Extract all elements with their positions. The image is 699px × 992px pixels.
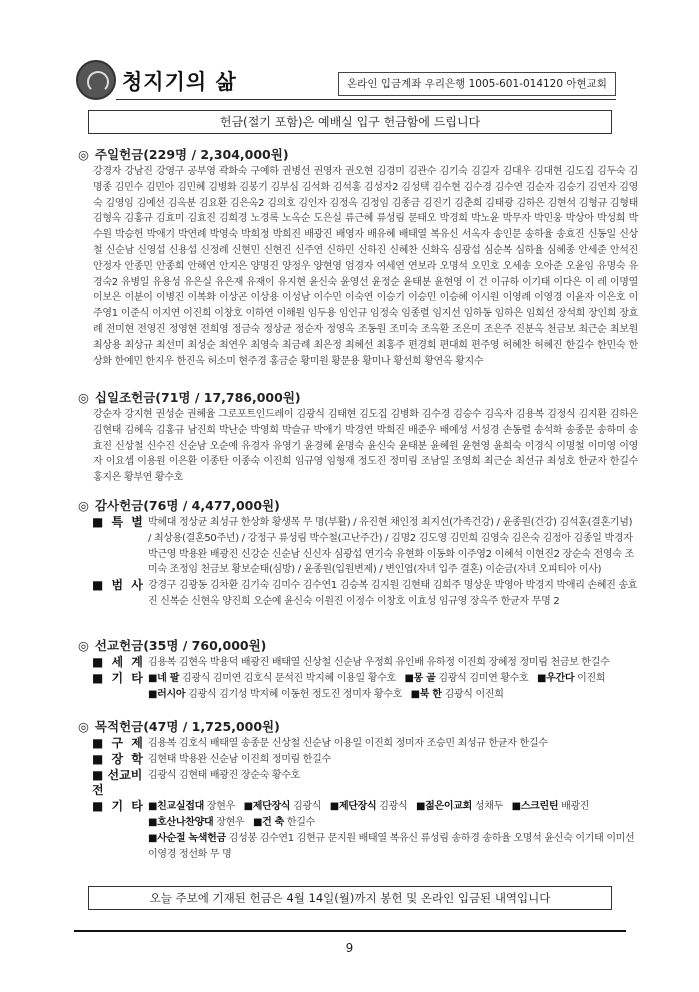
general-thanks-row: [78, 578, 638, 610]
row-label: ■ 세 계: [92, 655, 145, 669]
section-purpose-offering: [78, 718, 638, 862]
donor-names: 김현태 박용완 신순남 이진희 정미림 한길수: [148, 753, 331, 765]
section-title: ◎ 감사헌금(76명 / 4,477,000원): [78, 498, 280, 513]
offering-cutoff-note: 오늘 주보에 기재된 헌금은 4월 14일(월)까지 봉헌 및 온라인 입금된 내역입니다: [88, 886, 612, 910]
section-sunday-offering: [78, 146, 638, 369]
donor-names: 김용복 김호식 배태열 송종문 신상철 신순남 이용일 이진희 정미자 조승민 최성규 한균자 한길수: [148, 738, 548, 749]
row-label: ■ 기 타: [92, 799, 145, 814]
circle-marker-icon: ◎: [78, 147, 89, 162]
account-info-box: 온라인 입금계좌 우리은행 1005-601-014120 아현교회: [338, 72, 616, 96]
row-label: ■ 장 학: [92, 751, 145, 766]
section-title: ◎ 주일헌금(229명 / 2,304,000원): [78, 147, 289, 162]
list-item: ■호산나찬양대 장현우: [148, 816, 245, 828]
list-item: ■친교실접대 장현우: [148, 801, 235, 813]
section-mission-offering: [78, 637, 638, 702]
list-item: ■제단장식 김광식: [243, 801, 322, 813]
list-item: ■젊은이교회 성채두: [416, 801, 503, 813]
circle-marker-icon: ◎: [78, 498, 89, 513]
list-item: ■몽 골 김광식 김미연 황수호: [404, 672, 529, 684]
circle-marker-icon: ◎: [78, 719, 89, 734]
other-mission-row: [78, 671, 638, 703]
page-number: 9: [345, 941, 354, 955]
list-item: ■우간다 이진희: [537, 672, 606, 684]
mission-vision-row: [78, 768, 638, 800]
list-item: ■제단장식 김광식: [329, 801, 408, 813]
donor-names: 강경자 강남진 강영구 공부영 곽화숙 구예하 권병선 권영자 권오현 김경미 김관수 김기숙 김길자 김대우 김대현 김도집 김두숙 김명종 김민수 김민아 김민혜 김병화 김봉기 김부심 김석화 김석홍 김성자2 김성택 김수현 김수경 김수연 김순자 김승기 김연자 김영숙 김영임 김예선 김옥분 김요환 김은옥2 김의호 김인자 김정옥 김정임 김종금 김진기 김춘희 김태광 김하은 김현석 김형규 김형태 김형옥 김홍규 김효미 김효진 김희경 노경록 노옥순 도은실 류근혜 류성림 문태오 박경희 박노윤 박무자 박민웅 박상아 박성희 박수원 박승헌 박애기 박연례 박영숙 박희정 박희진 배광진 배영자 배유혜 배태열 복유신 서옥자 송인문 송하율 송효진 신동일 신상철 신순남 신영섭 신용섭 신정례 신현민 신현진 신주연 신하민 신하진 신혜찬 신화옥 심광섭 심순복 심하율 심혜종 안세준 안석진 안정자 안종민 안종희 안해연 안지은 양명진 양정우 양현영 엄경자 여세연 연보라 오명석 오민호 오세송 오아준 오윤임 유명숙 유경숙2 유병일 유용성 유은실 유은재 유재이 유지현 윤신숙 윤영선 윤정순 윤태분 윤현영 이 건 이규하 이기태 이다은 이 레 이명열 이보은 이분이 이병진 이복화 이상곤 이상용 이성남 이수민 이숙연 이승기 이승민 이승혜 이시원 이영례 이영경 이윤자 이은호 이주영1 이준식 이지연 이진희 이창호 이하연 이해원 임두용 임인규 임정숙 임종렬 임지선 임하동 임하은 임희선 장석희 장인희 장효례 전미현 전영진 정영현 전희영 정금숙 정상균 정순자 정영옥 조동원 조미숙 조옥환 조은미 조은주 진분옥 천금보 최근순 최보원 최상용 최상규 최선미 최성순 최연우 최영숙 최금례 최은정 최혜선 최홍주 편경희 편대희 편주영 허혜찬 허혜진 한길수 한민숙 한상화 한예민 한지우 한진옥 허소미 현주경 홍금순 황미원 황문용 황미나 황선희 황연옥 황지수: [93, 166, 638, 367]
page-header: [76, 60, 616, 100]
list-item: ■네 팔 김광식 김미연 김호식 문석진 박지혜 이용일 황수호: [148, 672, 396, 684]
donor-names: 김용복 김현옥 박용덕 배광진 배태열 신상철 신순남 우정희 유인배 유하정 이진희 장혜정 정미림 천금보 한길수: [148, 657, 610, 668]
world-mission-row: [78, 655, 638, 671]
offering-notice-box: 헌금(절기 포함)은 예배실 입구 헌금함에 드립니다: [88, 110, 612, 134]
special-thanks-row: [78, 515, 638, 578]
list-item: ■사순절 녹색헌금 김성봉 김수연1 김현규 문지원 배태열 복유신 류성림 송하경 송하율 오명석 윤신숙 이기태 이미선 이영경 정선화 무 명: [148, 832, 635, 860]
relief-row: [78, 736, 638, 752]
mission-items: [148, 671, 638, 703]
church-logo-icon: [76, 60, 116, 100]
scholarship-row: [78, 752, 638, 768]
section-title: ◎ 선교헌금(35명 / 760,000원): [78, 638, 267, 653]
footer-divider: [74, 930, 626, 932]
donor-names: 강경구 김광동 김차환 김기숙 김미수 김수연1 김승복 김지원 김현태 김희주 명상운 박영아 박경지 박애리 손혜진 송효진 신복순 신현옥 양진희 오순예 윤신숙 이원진 이정수 이창호 이효성 임규영 장옥주 한균자 무명 2: [148, 580, 638, 607]
donor-names: 박혜대 정상균 최성규 한상화 황생목 무 명(부활) / 유진현 채인정 최지선(가족건강) / 윤종원(건강) 김석훈(결혼기념) / 최상용(결혼50주년) / 강정구 류성림 박수철(고난주간) / 김명2 김도영 김민희 김영숙 김은숙 김정아 김종일 박경자 박근영 박용완 배광진 신강순 신순남 신신자 심광섭 연기숙 유현화 이동화 이주영2 이혜석 이현진2 장순숙 전영숙 조미숙 조정임 천금보 황보순태(심방) / 윤종원(입원변제) / 변인엽(자녀 입주 결혼) 이순금(자녀 오피티아 이사): [148, 517, 634, 576]
row-label: ■ 특 별: [92, 515, 145, 529]
page-title: 청지기의 삶: [122, 70, 237, 94]
list-item: ■러시아 김광식 김기성 박지혜 이동헌 정도진 정미자 황수호: [148, 688, 402, 700]
donor-names: 강순자 강지현 권성순 권혜율 그로포트인드레이 김광식 김태현 김도집 김병화 김수경 김승수 김옥자 김용복 김정식 김지환 김하은 김현태 김혜옥 김홍규 남진희 박난순 박영희 박슬규 박애기 박경연 박희진 배준우 배예성 서성경 손동렬 송석화 송종문 송하미 송효진 신상철 신수진 신순남 오순예 유경자 유영기 윤경혜 윤명숙 윤신숙 윤태분 윤혜원 윤현영 윤희숙 이경식 이명철 이미영 이영자 이요셉 이용원 이은환 이종탄 이종숙 이진희 임규영 임형재 정도진 정미림 조남일 조영희 최근순 최선규 최성호 한균자 한길수 홍지은 황부연 황수호: [93, 409, 638, 484]
list-item: ■북 한 김광식 이진희: [410, 688, 504, 700]
other-purpose-row: [78, 799, 638, 862]
section-title: ◎ 십일조헌금(71명 / 17,786,000원): [78, 390, 301, 405]
row-label: ■ 범 사: [92, 578, 145, 593]
circle-marker-icon: ◎: [78, 638, 89, 653]
row-label: ■ 기 타: [92, 670, 145, 685]
row-label: ■ 선교비전: [92, 767, 143, 798]
header-divider: [116, 99, 616, 100]
row-label: ■ 구 제: [92, 736, 145, 750]
circle-marker-icon: ◎: [78, 390, 89, 405]
list-item: ■스크린틴 배광진: [511, 801, 590, 813]
section-title: ◎ 목적헌금(47명 / 1,725,000원): [78, 719, 280, 734]
donor-names: 김광식 김현태 배광진 장순숙 황수호: [148, 769, 300, 781]
list-item: ■건 축 한길수: [252, 816, 315, 828]
section-thanks-offering: [78, 497, 638, 610]
section-tithe: [78, 389, 638, 486]
purpose-items: [148, 799, 638, 862]
